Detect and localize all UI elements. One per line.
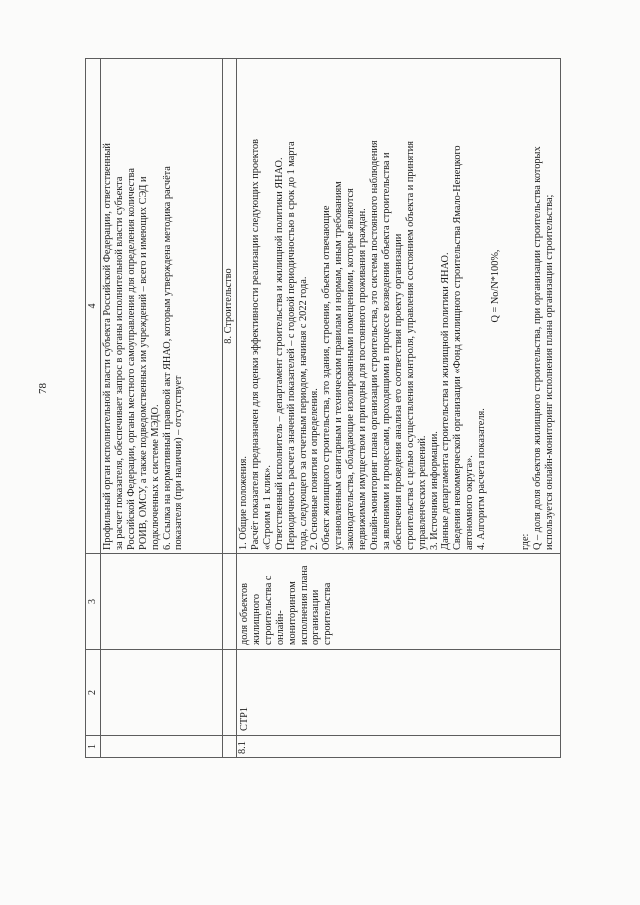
header-cell-2: 2 (86, 650, 101, 736)
text-line: 4. Алгоритм расчета показателя. (476, 408, 488, 550)
where-label: где: (519, 533, 531, 550)
text-line: Профильный орган исполнительной власти субъекта Российской Федерации, ответственный (102, 143, 113, 550)
text-line: Расчёт показателя предназначен для оценки эффективности реализации следующих проектов (249, 139, 261, 550)
methodology-text (237, 59, 561, 554)
text-line: Данные департамента строительства и жилищной политики ЯНАО. (440, 252, 452, 550)
name-line: исполнения плана (298, 565, 310, 645)
name-line: онлайн-мониторингом (274, 581, 298, 645)
name-line: доля объектов (239, 583, 250, 645)
text-line: «Строим в 1 клик». (261, 465, 273, 550)
header-cell-3: 3 (86, 554, 101, 650)
text-line: РОИВ, ОМСУ, а также подведомственных им учреждений – всего и имеющих СЭД и (137, 176, 149, 550)
section-row (223, 59, 237, 758)
text-line: Онлайн-мониторинг плана организации строительства, это система постоянного наблюдения (368, 140, 380, 550)
text-line: установленным санитарным и техническим правилам и нормам, иным требованиям (333, 181, 345, 550)
text-line: используется онлайн-мониторинг исполнения плана организации строительства; (543, 194, 555, 550)
section-title: 8. Строительство (223, 59, 237, 554)
formula-text: Q = Nо/N*100%, (490, 249, 502, 323)
indicator-name (237, 554, 561, 650)
indicator-table (85, 58, 561, 758)
text-line: 6. Ссылка на нормативный правовой акт ЯНАО, которым утверждена методика расчёта (161, 166, 173, 550)
text-line: автономного округа». (464, 455, 476, 550)
text-line: недвижимым имуществом и пригодны для постоянного проживания граждан. (357, 208, 369, 550)
spacer (506, 62, 520, 550)
header-cell-1: 1 (86, 736, 101, 758)
text-line: за расчет показателя, обеспечивает запрос в органы исполнительной власти субъекта (113, 176, 125, 550)
name-line: строительства (322, 582, 334, 645)
text-line: управленческих решений. (416, 435, 428, 550)
text-line: 1. Общие положения. (238, 456, 249, 550)
name-line: организации (310, 589, 322, 645)
text-line: подключенных к системе МЭДО. (149, 404, 161, 550)
table-header-row (86, 59, 101, 758)
formula (490, 62, 502, 550)
previous-indicator-text (101, 59, 223, 554)
text-line: за явлениями и процессами, проходящими в процессе возведения объекта строительства и (380, 152, 392, 550)
text-line: года, следующего за отчетным периодом, начиная с 2022 года. (297, 276, 309, 550)
text-line: Сведения некоммерческой организации «Фонд жилищного строительства Ямало-Ненецкого (452, 145, 464, 550)
text-line: Российской Федерации, органы местного самоуправления для определения количества (125, 168, 137, 550)
text-line: обеспечения проведения анализа его соответствия проекту организации (392, 233, 404, 550)
text-line: Периодичность расчета значений показателей – с годовой периодичностью в срок до 1 марта (285, 141, 297, 550)
text-line: законодательства, обладающие изолированными помещениями, которые являются (345, 188, 357, 550)
text-line: 3. Источники информации. (428, 431, 440, 550)
text-line: 2. Основные понятия и определения. (309, 388, 321, 550)
indicator-code: СТР1 (237, 650, 561, 736)
name-line: строительства с (262, 575, 274, 645)
text-line: Объект жилищного строительства, это здания, строения, объекты отвечающие (321, 205, 333, 550)
text-line: показателя (при наличии) – отсутствует (173, 375, 185, 550)
page-number: 78 (37, 383, 49, 394)
indicator-number: 8.1 (237, 736, 561, 758)
text-line: строительства с целью осуществления контроля, управления состоянием объекта и принятия (404, 140, 416, 550)
header-cell-4: 4 (86, 59, 101, 554)
text-line: Q – доля доля объектов жилищного строительства, при организации строительства которых (531, 146, 543, 550)
previous-indicator-row (101, 59, 223, 758)
indicator-row (237, 59, 561, 758)
text-line: Ответственный исполнитель – департамент строительства и жилищной политики ЯНАО. (273, 157, 285, 550)
name-line: жилищного (250, 594, 262, 645)
